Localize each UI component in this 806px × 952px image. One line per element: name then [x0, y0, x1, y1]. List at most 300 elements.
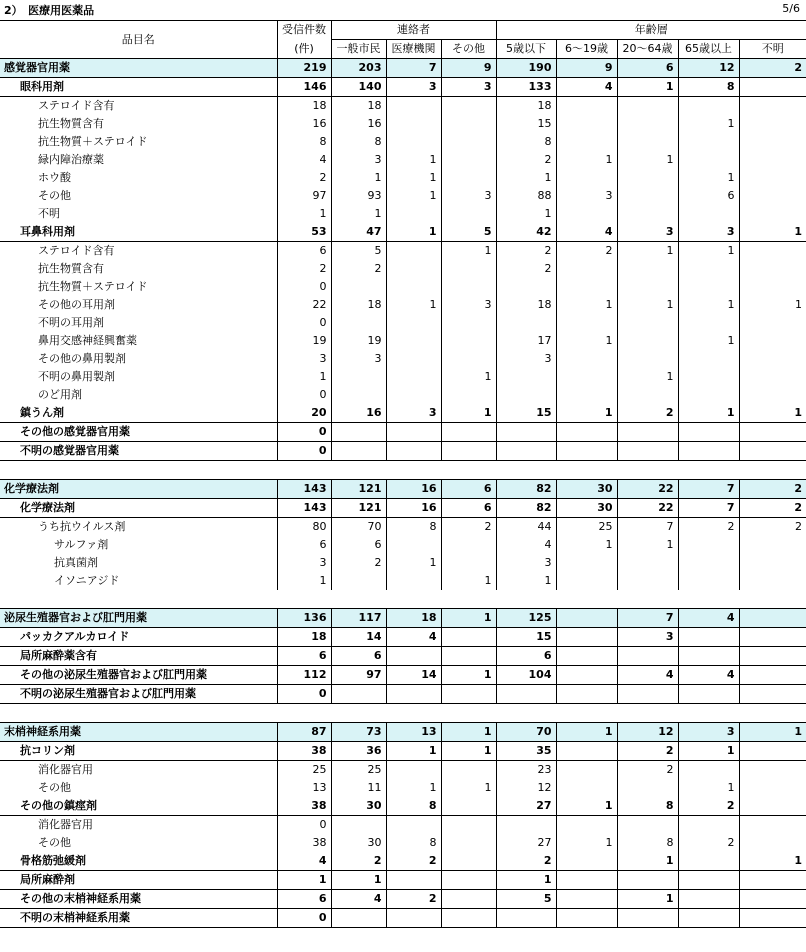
value-cell: [617, 332, 678, 350]
item-name-cell: ステロイド含有: [0, 242, 277, 261]
item-name-cell: のど用剤: [0, 386, 277, 404]
table-row: [0, 890, 806, 909]
value-cell: 1: [441, 779, 496, 797]
value-cell: 1: [556, 296, 617, 314]
value-cell: [556, 779, 617, 797]
value-cell: [556, 554, 617, 572]
table-row: [0, 314, 806, 332]
value-cell: [496, 909, 556, 928]
value-cell: [678, 909, 739, 928]
page-number: 5/6: [782, 2, 800, 15]
value-cell: 13: [386, 723, 441, 742]
value-cell: [331, 368, 386, 386]
value-cell: 6: [331, 647, 386, 666]
value-cell: [678, 685, 739, 704]
table-row: [0, 609, 806, 628]
value-cell: [441, 852, 496, 871]
value-cell: [386, 761, 441, 780]
value-cell: [739, 609, 806, 628]
value-cell: 16: [331, 115, 386, 133]
value-cell: [739, 797, 806, 816]
value-cell: 3: [496, 554, 556, 572]
value-cell: 4: [678, 666, 739, 685]
value-cell: [739, 628, 806, 647]
value-cell: 12: [678, 59, 739, 78]
item-name-cell: 鎮うん剤: [0, 404, 277, 423]
value-cell: [556, 628, 617, 647]
value-cell: 1: [617, 151, 678, 169]
value-cell: 1: [617, 78, 678, 97]
contact-group-header: 連絡者: [331, 21, 496, 40]
value-cell: [441, 115, 496, 133]
value-cell: 1: [617, 890, 678, 909]
table-row: [0, 572, 806, 590]
value-cell: [739, 816, 806, 835]
value-cell: 16: [277, 115, 331, 133]
value-cell: 4: [556, 223, 617, 242]
value-cell: 2: [739, 59, 806, 78]
value-cell: 2: [496, 260, 556, 278]
value-cell: [386, 350, 441, 368]
table-row: [0, 647, 806, 666]
value-cell: 3: [386, 78, 441, 97]
value-cell: 1: [795, 298, 803, 311]
value-cell: 8: [277, 133, 331, 151]
value-cell: 203: [331, 59, 386, 78]
value-cell: 1: [556, 797, 617, 816]
item-name-cell: 不明の末梢神経系用薬: [0, 909, 277, 928]
value-cell: 1: [678, 404, 739, 423]
value-cell: 18: [496, 296, 556, 314]
value-cell: [556, 442, 617, 461]
value-cell: 6: [441, 480, 496, 499]
value-cell: 1: [556, 332, 617, 350]
value-cell: 2: [386, 890, 441, 909]
sub-header-5: 20～64歳: [617, 40, 678, 59]
value-cell: [739, 169, 806, 187]
item-name-cell: 不明: [0, 205, 277, 223]
item-name-cell: その他: [0, 187, 277, 205]
table-row: [0, 78, 806, 97]
value-cell: 6: [441, 499, 496, 518]
value-cell: [441, 834, 496, 852]
value-cell: 17: [496, 332, 556, 350]
value-cell: [617, 909, 678, 928]
value-cell: 1: [496, 871, 556, 890]
value-cell: [739, 278, 806, 296]
value-cell: [556, 97, 617, 116]
value-cell: 30: [556, 480, 617, 499]
table-row: [0, 223, 806, 242]
value-cell: 2: [678, 797, 739, 816]
value-cell: [386, 871, 441, 890]
value-cell: [739, 314, 806, 332]
value-cell: [739, 761, 806, 780]
value-cell: [617, 278, 678, 296]
value-cell: 1: [678, 169, 739, 187]
value-cell: 190: [496, 59, 556, 78]
item-name-cell: その他の鎮痙剤: [0, 797, 277, 816]
value-cell: 18: [496, 97, 556, 116]
value-cell: 47: [331, 223, 386, 242]
table-row: [0, 554, 806, 572]
value-cell: [617, 350, 678, 368]
value-cell: 7: [617, 518, 678, 537]
value-cell: 2: [277, 260, 331, 278]
value-cell: [617, 133, 678, 151]
value-cell: 73: [331, 723, 386, 742]
value-cell: [441, 205, 496, 223]
sub-header-4: 6～19歳: [556, 40, 617, 59]
value-cell: [739, 871, 806, 890]
value-cell: [386, 115, 441, 133]
value-cell: 5: [441, 223, 496, 242]
value-cell: 4: [496, 536, 556, 554]
value-cell: [386, 386, 441, 404]
value-cell: [739, 332, 806, 350]
value-cell: 9: [441, 59, 496, 78]
value-cell: 3: [496, 350, 556, 368]
value-cell: [678, 852, 739, 871]
value-cell: 2: [739, 499, 806, 518]
value-cell: 19: [331, 332, 386, 350]
table-row: [0, 536, 806, 554]
value-cell: [496, 685, 556, 704]
value-cell: 1: [617, 536, 678, 554]
value-cell: [386, 332, 441, 350]
value-cell: 1: [739, 223, 806, 242]
value-cell: 146: [277, 78, 331, 97]
value-cell: 27: [496, 834, 556, 852]
item-name-cell: 耳鼻科用剤: [0, 223, 277, 242]
table-row: [0, 666, 806, 685]
value-cell: 2: [496, 151, 556, 169]
value-cell: [739, 909, 806, 928]
value-cell: [617, 871, 678, 890]
value-cell: 97: [331, 666, 386, 685]
value-cell: [386, 314, 441, 332]
value-cell: [386, 205, 441, 223]
value-cell: 82: [496, 480, 556, 499]
value-cell: [496, 314, 556, 332]
value-cell: [556, 761, 617, 780]
value-cell: 1: [441, 404, 496, 423]
value-cell: 8: [496, 133, 556, 151]
value-cell: [556, 278, 617, 296]
value-cell: [386, 442, 441, 461]
value-cell: [441, 554, 496, 572]
value-cell: 1: [556, 404, 617, 423]
value-cell: 4: [277, 852, 331, 871]
table-row: [0, 404, 806, 423]
value-cell: 18: [277, 97, 331, 116]
value-cell: 3: [617, 628, 678, 647]
value-cell: 22: [277, 296, 331, 314]
value-cell: 1: [556, 151, 617, 169]
value-cell: [386, 242, 441, 261]
item-name-cell: その他の耳用剤: [0, 296, 277, 314]
value-cell: 15: [496, 628, 556, 647]
value-cell: [556, 133, 617, 151]
value-cell: 6: [678, 187, 739, 205]
value-cell: 3: [556, 187, 617, 205]
table-row: [0, 816, 806, 835]
value-cell: 2: [386, 852, 441, 871]
value-cell: 3: [441, 78, 496, 97]
value-cell: [556, 909, 617, 928]
value-cell: [739, 187, 806, 205]
value-cell: 219: [277, 59, 331, 78]
value-cell: 16: [331, 404, 386, 423]
value-cell: [496, 278, 556, 296]
item-name-cell: 抗生物質＋ステロイド: [0, 133, 277, 151]
value-cell: [678, 151, 739, 169]
value-cell: 12: [617, 723, 678, 742]
sub-header-3: 5歳以下: [496, 40, 556, 59]
spacer-cell: [0, 461, 806, 480]
value-cell: 1: [386, 187, 441, 205]
value-cell: 6: [277, 242, 331, 261]
value-cell: 3: [441, 296, 496, 314]
value-cell: 15: [496, 404, 556, 423]
value-cell: 5: [331, 242, 386, 261]
value-cell: 1: [277, 871, 331, 890]
value-cell: 7: [678, 480, 739, 499]
value-cell: 18: [331, 296, 386, 314]
value-cell: [617, 816, 678, 835]
value-cell: [441, 151, 496, 169]
value-cell: [331, 442, 386, 461]
value-cell: [739, 685, 806, 704]
value-cell: 87: [277, 723, 331, 742]
value-cell: [617, 187, 678, 205]
value-cell: [739, 779, 806, 797]
value-cell: 4: [556, 78, 617, 97]
value-cell: [441, 386, 496, 404]
value-cell: 3: [277, 554, 331, 572]
item-name-cell: ホウ酸: [0, 169, 277, 187]
value-cell: 1: [496, 169, 556, 187]
value-cell: [441, 332, 496, 350]
value-cell: [739, 386, 806, 404]
item-name-cell: その他の感覚器官用薬: [0, 423, 277, 442]
value-cell: [678, 278, 739, 296]
value-cell: 8: [331, 133, 386, 151]
value-cell: 143: [277, 499, 331, 518]
value-cell: [331, 423, 386, 442]
value-cell: 1: [277, 368, 331, 386]
table-row: [0, 742, 806, 761]
table-row: [0, 909, 806, 928]
value-cell: 4: [386, 628, 441, 647]
value-cell: 104: [496, 666, 556, 685]
value-cell: [739, 536, 806, 554]
value-cell: 0: [277, 423, 331, 442]
item-name-cell: その他の鼻用製剤: [0, 350, 277, 368]
table-row: [0, 852, 806, 871]
value-cell: 2: [795, 520, 803, 533]
table-row: [0, 151, 806, 169]
value-cell: 125: [496, 609, 556, 628]
poison-inquiry-table: [0, 20, 806, 928]
value-cell: [496, 442, 556, 461]
value-cell: 35: [496, 742, 556, 761]
value-cell: 80: [277, 518, 331, 537]
value-cell: 140: [331, 78, 386, 97]
value-cell: [739, 647, 806, 666]
value-cell: 2: [739, 480, 806, 499]
title-bar: [0, 0, 806, 18]
item-name-cell: 化学療法剤: [0, 499, 277, 518]
value-cell: 2: [678, 834, 739, 852]
value-cell: [331, 314, 386, 332]
value-cell: [739, 260, 806, 278]
item-name-cell: 不明の感覚器官用薬: [0, 442, 277, 461]
value-cell: [496, 816, 556, 835]
value-cell: 1: [277, 572, 331, 590]
table-row: [0, 260, 806, 278]
value-cell: 70: [331, 518, 386, 537]
value-cell: [617, 169, 678, 187]
section-title: 2） 医療用医薬品: [4, 4, 95, 17]
value-cell: [386, 816, 441, 835]
value-cell: [556, 890, 617, 909]
value-cell: [441, 761, 496, 780]
value-cell: 38: [277, 797, 331, 816]
value-cell: [556, 742, 617, 761]
item-name-cell: 泌尿生殖器官および肛門用薬: [0, 609, 277, 628]
item-name-cell: 抗生物質＋ステロイド: [0, 278, 277, 296]
value-cell: 1: [386, 223, 441, 242]
value-cell: 15: [496, 115, 556, 133]
value-cell: 30: [331, 797, 386, 816]
value-cell: 1: [496, 205, 556, 223]
item-name-cell: 眼科用剤: [0, 78, 277, 97]
item-name-cell: 不明の泌尿生殖器官および肛門用薬: [0, 685, 277, 704]
value-cell: 1: [441, 666, 496, 685]
value-cell: 7: [678, 499, 739, 518]
value-cell: 1: [441, 368, 496, 386]
value-cell: 3: [277, 350, 331, 368]
value-cell: [556, 647, 617, 666]
value-cell: 4: [678, 609, 739, 628]
value-cell: 1: [556, 536, 617, 554]
value-cell: [678, 647, 739, 666]
item-name-cell: パッカクアルカロイド: [0, 628, 277, 647]
value-cell: 8: [678, 78, 739, 97]
value-cell: 2: [617, 761, 678, 780]
item-name-cell: うち抗ウイルス剤: [0, 518, 277, 537]
value-cell: 16: [386, 499, 441, 518]
item-name-cell: 局所麻酔剤: [0, 871, 277, 890]
value-cell: [441, 890, 496, 909]
item-name-cell: 抗生物質含有: [0, 260, 277, 278]
value-cell: [617, 554, 678, 572]
value-cell: 121: [331, 499, 386, 518]
value-cell: 1: [496, 572, 556, 590]
value-cell: [739, 572, 806, 590]
value-cell: [386, 685, 441, 704]
value-cell: 3: [386, 404, 441, 423]
value-cell: [678, 133, 739, 151]
value-cell: 2: [496, 242, 556, 261]
table-row: [0, 461, 806, 480]
table-row: [0, 205, 806, 223]
value-cell: [556, 609, 617, 628]
value-cell: [441, 797, 496, 816]
item-name-cell: 消化器官用: [0, 761, 277, 780]
item-name-cell: 抗生物質含有: [0, 115, 277, 133]
sub-header-2: その他: [441, 40, 496, 59]
value-cell: 6: [277, 647, 331, 666]
item-name-header: 品目名: [0, 21, 277, 59]
table-row: [0, 133, 806, 151]
count-unit-header: (件): [277, 40, 331, 59]
table-row: [0, 332, 806, 350]
value-cell: 136: [277, 609, 331, 628]
value-cell: [739, 666, 806, 685]
value-cell: [739, 834, 806, 852]
value-cell: 6: [617, 59, 678, 78]
value-cell: 1: [441, 242, 496, 261]
value-cell: [739, 78, 806, 97]
value-cell: [678, 816, 739, 835]
value-cell: 133: [496, 78, 556, 97]
value-cell: [441, 628, 496, 647]
table-row: [0, 97, 806, 116]
value-cell: 1: [739, 852, 806, 871]
value-cell: 0: [277, 386, 331, 404]
value-cell: 53: [277, 223, 331, 242]
value-cell: 117: [331, 609, 386, 628]
table-row: [0, 797, 806, 816]
value-cell: [556, 423, 617, 442]
value-cell: [678, 572, 739, 590]
value-cell: 3: [678, 223, 739, 242]
value-cell: 97: [277, 187, 331, 205]
value-cell: [556, 871, 617, 890]
value-cell: 11: [331, 779, 386, 797]
value-cell: 30: [556, 499, 617, 518]
value-cell: [739, 442, 806, 461]
value-cell: [678, 890, 739, 909]
value-cell: 13: [277, 779, 331, 797]
value-cell: 1: [678, 115, 739, 133]
value-cell: 2: [441, 518, 496, 537]
value-cell: [617, 205, 678, 223]
value-cell: 30: [331, 834, 386, 852]
value-cell: [617, 115, 678, 133]
value-cell: [739, 554, 806, 572]
value-cell: 1: [678, 779, 739, 797]
value-cell: 27: [496, 797, 556, 816]
item-name-cell: その他の末梢神経系用薬: [0, 890, 277, 909]
value-cell: 1: [331, 871, 386, 890]
value-cell: 23: [496, 761, 556, 780]
table-row: [0, 761, 806, 780]
value-cell: 3: [441, 187, 496, 205]
value-cell: 1: [617, 852, 678, 871]
value-cell: [739, 242, 806, 261]
value-cell: 6: [496, 647, 556, 666]
value-cell: 19: [277, 332, 331, 350]
value-cell: 88: [496, 187, 556, 205]
value-cell: 38: [277, 742, 331, 761]
value-cell: 0: [277, 314, 331, 332]
table-row: [0, 187, 806, 205]
value-cell: [386, 572, 441, 590]
value-cell: [678, 314, 739, 332]
